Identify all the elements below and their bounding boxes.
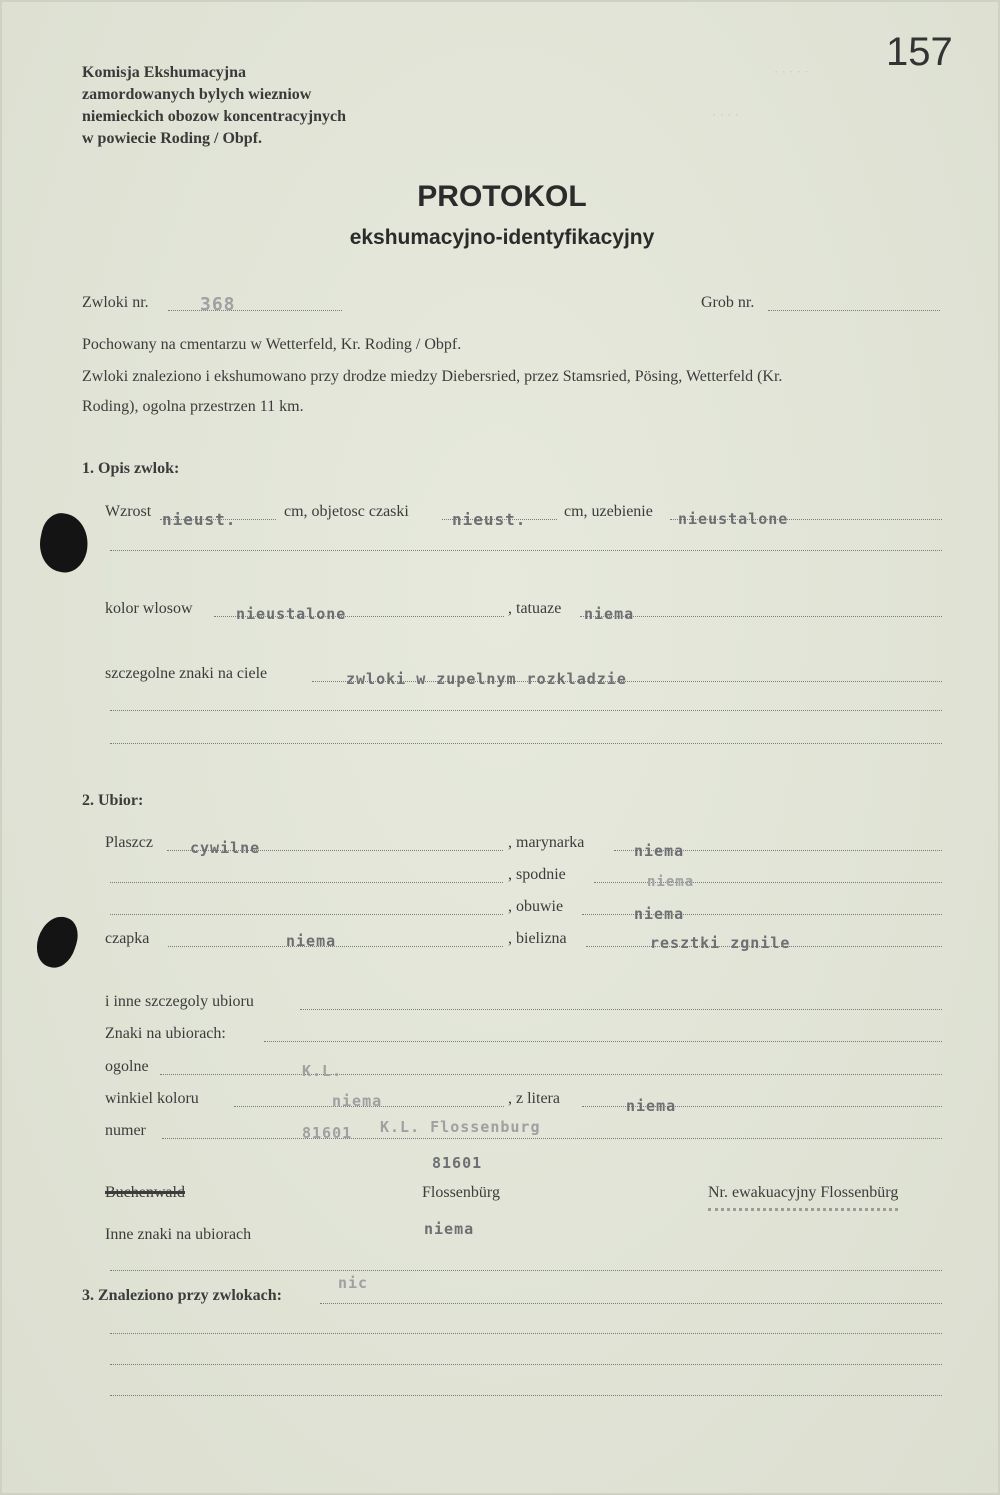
page-subtitle: ekshumacyjno-identyfikacyjny (349, 226, 655, 249)
height-value: nieust. (162, 510, 237, 529)
underwear-label: , bielizna (508, 930, 567, 947)
teeth-unit-label: cm, uzebienie (564, 503, 653, 520)
dotted-line (110, 550, 942, 551)
other-clothing-marks-value: niema (424, 1220, 475, 1238)
trousers-label: , spodnie (508, 866, 566, 883)
tattoo-value: niema (584, 605, 635, 623)
coat-value: cywilne (190, 839, 261, 857)
letter-value: niema (626, 1097, 677, 1115)
jacket-label: , marynarka (508, 834, 585, 851)
camp-name-value: K.L. Flossenburg (380, 1118, 541, 1136)
triangle-color-value: niema (332, 1092, 383, 1110)
section-1-heading: 1. Opis zwlok: (82, 460, 180, 477)
dotted-line (110, 1270, 942, 1271)
number-label: numer (105, 1122, 146, 1139)
underwear-value: resztki zgnile (650, 934, 791, 952)
dotted-line (580, 616, 942, 617)
jacket-value: niema (634, 842, 685, 860)
found-items-value: nic (338, 1274, 369, 1292)
triangle-color-label: winkiel koloru (105, 1090, 199, 1107)
coat-label: Plaszcz (105, 834, 153, 851)
shoes-label: , obuwie (508, 898, 564, 915)
dotted-line (110, 882, 503, 883)
page-title: PROTOKOL (417, 180, 587, 213)
dotted-line (264, 1041, 942, 1042)
hair-value: nieustalone (236, 605, 347, 623)
shoes-value: niema (634, 905, 685, 923)
dotted-line (110, 710, 942, 711)
buchenwald-label: Buchenwald (105, 1184, 185, 1201)
skull-unit-label: cm, objetosc czaski (284, 503, 409, 520)
skull-value: nieust. (452, 510, 527, 529)
height-label: Wzrost (105, 503, 152, 520)
trousers-value: niema (647, 874, 695, 890)
dotted-line (168, 310, 342, 311)
bleed-through-mark: · · · · · (774, 64, 809, 79)
dotted-line (110, 1395, 942, 1396)
found-line-1: Zwloki znaleziono i ekshumowano przy drodze miedzy Diebersried, przez Stamsried, Pösing, Wetterfeld (Kr. (82, 368, 783, 385)
general-marks-label: ogolne (105, 1058, 149, 1075)
body-number-label: Zwloki nr. (82, 294, 149, 311)
section-2-heading: 2. Ubior: (82, 792, 144, 809)
other-details-label: i inne szczegoly ubioru (105, 993, 254, 1010)
body-number-value: 368 (200, 294, 236, 315)
bleed-through-mark: · · · · (712, 107, 740, 122)
evacuation-number-label: Nr. ewakuacyjny Flossenbürg (708, 1184, 898, 1211)
prisoner-number-value: 81601 (302, 1124, 353, 1142)
header-line: niemieckich obozow koncentracyjnych (82, 108, 346, 125)
hair-label: kolor wlosow (105, 600, 193, 617)
body-marks-label: szczegolne znaki na ciele (105, 665, 268, 682)
dotted-line (768, 310, 940, 311)
dotted-line (110, 914, 503, 915)
dotted-line (320, 1303, 942, 1304)
found-line-2: Roding), ogolna przestrzen 11 km. (82, 398, 304, 415)
clothing-marks-heading: Znaki na ubiorach: (105, 1025, 226, 1042)
tattoo-label: , tatuaze (508, 600, 562, 617)
cap-value: niema (286, 932, 337, 950)
header-line: w powiecie Roding / Obpf. (82, 130, 263, 147)
body-marks-value: zwloki w zupelnym rozkladzie (346, 670, 627, 688)
grave-number-label: Grob nr. (701, 294, 755, 311)
page-number: 157 (886, 30, 953, 74)
dotted-line (300, 1009, 942, 1010)
burial-line: Pochowany na cmentarzu w Wetterfeld, Kr. Roding / Obpf. (82, 336, 462, 353)
dotted-line (162, 1138, 942, 1139)
dotted-line (110, 1364, 942, 1365)
ink-blot (31, 911, 83, 972)
letter-label: , z litera (508, 1090, 560, 1107)
general-marks-value: K.L. (302, 1062, 343, 1080)
other-clothing-marks-label: Inne znaki na ubiorach (105, 1226, 252, 1243)
header-line: zamordowanych bylych wiezniow (82, 86, 312, 103)
prisoner-number-value-2: 81601 (432, 1154, 483, 1172)
commission-header (82, 62, 346, 150)
dotted-line (160, 1074, 942, 1075)
dotted-line (110, 743, 942, 744)
dotted-line (110, 1333, 942, 1334)
cap-label: czapka (105, 930, 150, 947)
flossenburg-label: Flossenbürg (422, 1184, 500, 1201)
ink-blot (34, 510, 93, 577)
header-line: Komisja Ekshumacyjna (82, 64, 247, 81)
teeth-value: nieustalone (678, 510, 789, 528)
section-3-heading: 3. Znaleziono przy zwlokach: (82, 1287, 282, 1304)
